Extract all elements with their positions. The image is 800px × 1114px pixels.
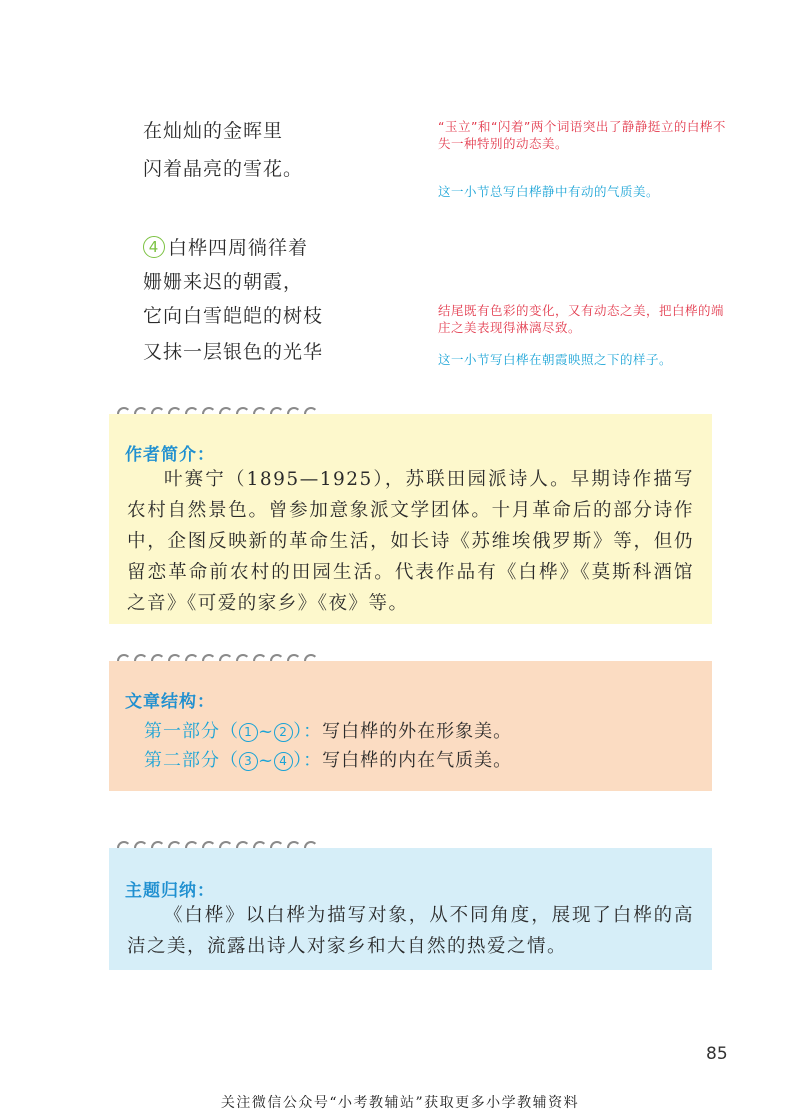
poem-line-text: 白桦四周徜徉着 <box>168 237 309 259</box>
paragraph-number: 4 <box>274 752 293 771</box>
range-separator: ~ <box>258 750 275 771</box>
structure-box <box>109 661 712 791</box>
poem-line: 在灿灿的金晖里 <box>143 120 284 142</box>
poem-line: 闪着晶亮的雪花。 <box>143 158 304 180</box>
poem-line: 姗姗来迟的朝霞， <box>143 271 304 293</box>
author-intro-box <box>109 414 712 624</box>
structure-description: 写白桦的内在气质美。 <box>322 750 513 771</box>
annotation-summary: 这一小节总写白桦静中有动的气质美。 <box>438 184 660 199</box>
author-intro-title: 作者简介： <box>125 445 215 465</box>
annotation-note: 结尾既有色彩的变化，又有动态之美，把白桦的端庄之美表现得淋漓尽致。 <box>438 303 725 335</box>
stanza-number-badge: 4 <box>143 236 165 258</box>
paragraph-number: 1 <box>239 723 258 742</box>
range-separator: ~ <box>258 721 275 742</box>
footer-note: 关注微信公众号“小考教辅站”获取更多小学教辅资料 <box>220 1095 580 1111</box>
structure-part-label: 第一部分（ <box>144 721 239 742</box>
theme-title: 主题归纳： <box>125 881 215 901</box>
poem-line: 又抹一层银色的光华 <box>143 341 324 363</box>
author-intro-text: 叶赛宁（1895—1925），苏联田园派诗人。早期诗作描写农村自然景色。曾参加意象派文学团体。十月革命后的部分诗作中，企图反映新的革命生活，如长诗《苏维埃俄罗斯》等，但仍留恋革命前农村的田园生活。代表作品有《白桦》《莫斯科酒馆之音》《可爱的家乡》《夜》等。 <box>127 469 694 614</box>
annotation-summary: 这一小节写白桦在朝霞映照之下的样子。 <box>438 352 673 367</box>
theme-text: 《白桦》以白桦为描写对象，从不同角度，展现了白桦的高洁之美，流露出诗人对家乡和大自然的热爱之情。 <box>127 905 694 957</box>
structure-row <box>144 746 512 772</box>
structure-part-label: 第二部分（ <box>144 750 239 771</box>
paragraph-number: 2 <box>274 723 293 742</box>
annotation-note: “玉立”和“闪着”两个词语突出了静静挺立的白桦不失一种特别的动态美。 <box>438 119 726 151</box>
poem-line: 它向白雪皑皑的树枝 <box>143 305 324 327</box>
structure-part-label: ）： <box>293 721 323 742</box>
page-number: 85 <box>706 1044 728 1064</box>
theme-box <box>109 848 712 970</box>
structure-row <box>144 717 512 743</box>
poem-line <box>143 233 308 260</box>
paragraph-number: 3 <box>239 752 258 771</box>
structure-part-label: ）： <box>293 750 323 771</box>
structure-title: 文章结构： <box>125 692 215 712</box>
structure-description: 写白桦的外在形象美。 <box>322 721 513 742</box>
